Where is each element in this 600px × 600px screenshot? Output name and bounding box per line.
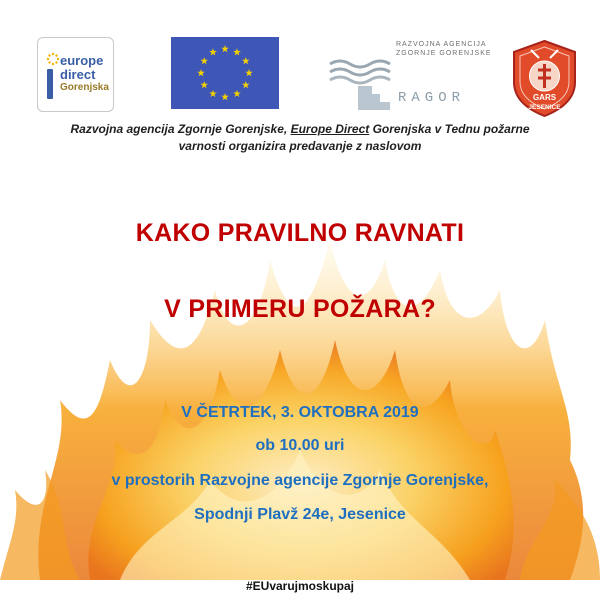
europe-direct-line3: Gorenjska <box>60 82 109 93</box>
hashtag: #EUvarujmoskupaj <box>245 579 355 593</box>
intro-line1 <box>20 121 580 138</box>
event-time: ob 10.00 uri <box>255 437 345 454</box>
intro-line2: varnosti organizira predavanje z naslovom <box>178 139 422 153</box>
title-line1: KAKO PRAVILNO RAVNATI <box>135 219 465 247</box>
event-address: Spodnji Plavž 24e, Jesenice <box>194 506 406 523</box>
intro-part2: Gorenjska v Tednu požarne <box>369 122 530 136</box>
europe-direct-line1: europe <box>60 53 104 68</box>
eu-stars-small-icon <box>46 52 60 66</box>
ragor-small-line1: RAZVOJNA AGENCIJA <box>396 41 487 48</box>
ragor-name: RAGOR <box>398 90 466 106</box>
title-line2: V PRIMERU POŽARA? <box>164 295 436 323</box>
gars-line2: JESENICE <box>528 104 561 111</box>
europe-direct-bar <box>47 69 53 99</box>
intro-part1: Razvojna agencija Zgornje Gorenjske, <box>70 122 291 136</box>
europe-direct-logo <box>37 37 114 112</box>
ragor-small-line2: ZGORNJE GORENJSKE <box>396 50 492 57</box>
ragor-logo <box>328 38 492 114</box>
eu-flag-icon <box>171 37 279 109</box>
intro-text <box>20 121 580 155</box>
event-date: V ČETRTEK, 3. OKTOBRA 2019 <box>181 404 419 421</box>
ragor-small-text <box>396 40 492 58</box>
ragor-waves-icon <box>328 56 394 112</box>
europe-direct-link[interactable]: Europe Direct <box>290 122 370 136</box>
fire-brigade-emblem-icon <box>509 38 580 118</box>
gars-line1: GARS <box>532 93 557 102</box>
europe-direct-line2: direct <box>60 67 96 82</box>
event-venue: v prostorih Razvojne agencije Zgornje Gorenjske, <box>111 472 489 489</box>
